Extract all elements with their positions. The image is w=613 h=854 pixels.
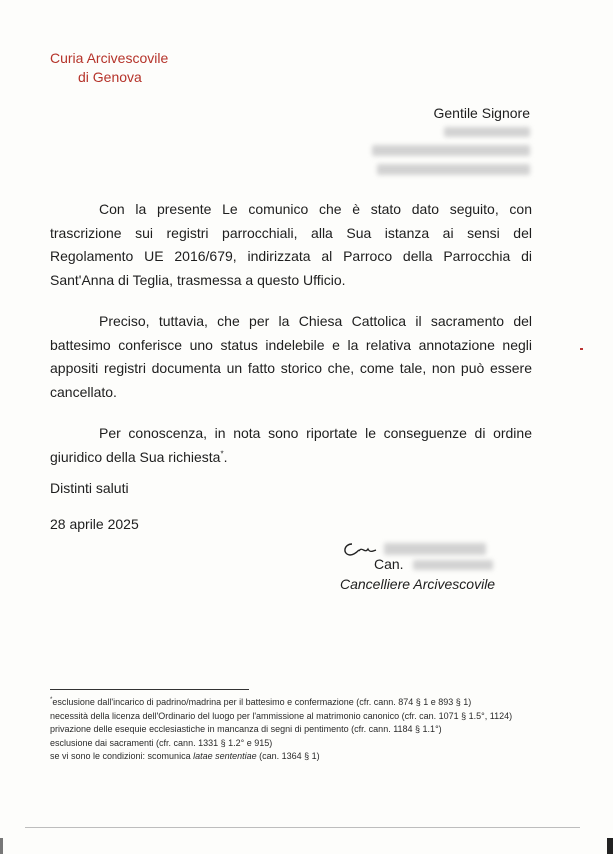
paragraph-3-end: . xyxy=(223,448,228,465)
footnote-divider xyxy=(50,689,249,690)
letterhead-line-1: Curia Arcivescovile xyxy=(50,50,169,66)
redacted-recipient-city xyxy=(377,164,530,175)
footnote-item: *esclusione dall'incarico di padrino/madrina per il battesimo e confermazione (cfr. cann. 874 § 1 e 893 § 1) xyxy=(50,697,472,707)
paragraph-3-text: Per conoscenza, in nota sono riportate le conseguenze di ordine giuridico della Sua richiesta xyxy=(50,425,532,465)
scan-edge-line xyxy=(25,827,580,828)
scan-edge-left xyxy=(0,838,3,854)
letterhead xyxy=(50,49,168,87)
footnote-item: necessità della licenza dell'Ordinario del luogo per l'ammissione al matrimonio canonico (cfr. can. 1071 § 1.5°, 1124) xyxy=(50,710,513,721)
footnote-item: privazione delle esequie ecclesiastiche in mancanza di segni di pentimento (cfr. cann. 1184 § 1.1°) xyxy=(50,724,442,735)
footnote-mark: * xyxy=(50,697,53,703)
closing-greeting: Distinti saluti xyxy=(50,480,129,496)
footnote-reference-mark: * xyxy=(220,448,224,458)
footnotes xyxy=(50,696,540,764)
signatory-line xyxy=(374,556,404,572)
scan-speck xyxy=(580,348,583,350)
paragraph-2: Preciso, tuttavia, che per la Chiesa Cattolica il sacramento del battesimo conferisce uno status indelebile e la relativa annotazione negli appositi registri documenta un fatto storico che, come tale, non può essere cancellato. xyxy=(50,313,532,400)
scan-edge-right xyxy=(607,838,613,854)
footnote-item: se vi sono le condizioni: scomunica latae sententiae (can. 1364 § 1) xyxy=(50,751,320,762)
redacted-signature-name xyxy=(384,543,486,555)
redacted-signatory-name xyxy=(413,560,493,570)
paragraph-1: Con la presente Le comunico che è stato dato seguito, con trascrizione sui registri parrocchiali, alla Sua istanza ai sensi del Regolamento UE 2016/679, indirizzata al Parroco della Parrocchia di Sant'Anna di Teglia, trasmessa a questo Ufficio. xyxy=(50,201,532,288)
letterhead-line-2: di Genova xyxy=(78,69,142,85)
signatory-title: Can. xyxy=(374,556,404,572)
redacted-recipient-street xyxy=(372,145,530,156)
salutation: Gentile Signore xyxy=(433,105,530,121)
footnote-item: esclusione dai sacramenti (cfr. cann. 1331 § 1.2° e 915) xyxy=(50,737,273,748)
signatory-role: Cancelliere Arcivescovile xyxy=(340,576,496,592)
redacted-recipient-name xyxy=(444,127,530,137)
paragraph-3 xyxy=(50,422,532,469)
letter-date: 28 aprile 2025 xyxy=(50,516,139,532)
